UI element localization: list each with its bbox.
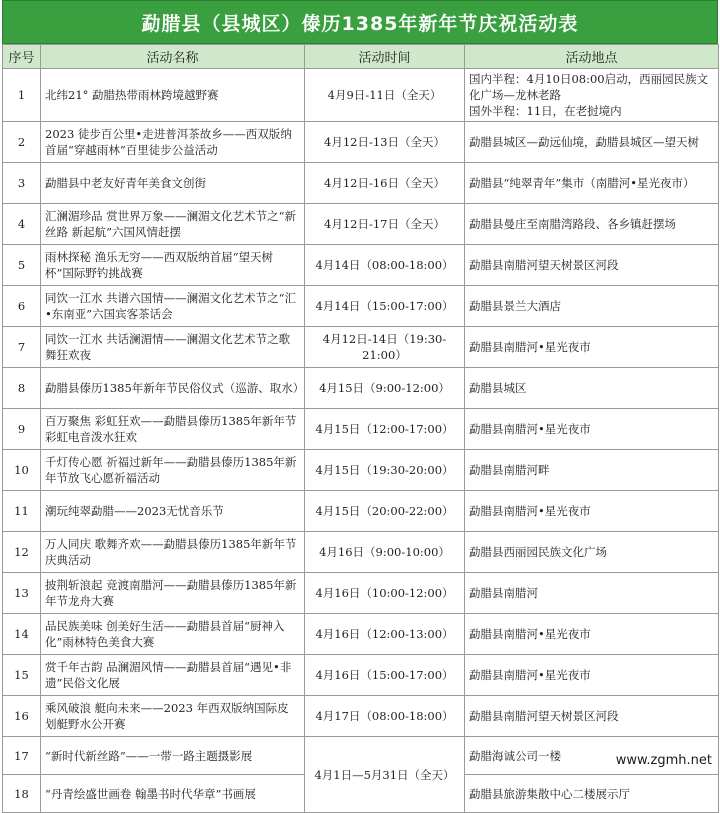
activity-place: 勐腊县南腊河•星光夜市 bbox=[465, 655, 719, 696]
activity-name: 雨林探秘 渔乐无穷——西双版纳首届“望天树杯”国际野钓挑战赛 bbox=[41, 245, 305, 286]
activity-name: 北纬21° 勐腊热带雨林跨境越野赛 bbox=[41, 69, 305, 122]
activity-name: “新时代新丝路”——一带一路主题摄影展 bbox=[41, 737, 305, 775]
header-name: 活动名称 bbox=[41, 45, 305, 69]
row-number: 16 bbox=[3, 696, 41, 737]
table-row bbox=[3, 450, 719, 491]
row-number: 17 bbox=[3, 737, 41, 775]
activity-time: 4月17日（08:00-18:00） bbox=[305, 696, 465, 737]
activity-place: 勐腊县南腊河•星光夜市 bbox=[465, 491, 719, 532]
table-row bbox=[3, 573, 719, 614]
activity-time: 4月14日（15:00-17:00） bbox=[305, 286, 465, 327]
activity-name: 汇澜湄珍品 赏世界万象——澜湄文化艺术节之“新丝路 新起航”六国风情赶摆 bbox=[41, 204, 305, 245]
activity-place: 勐腊县南腊河望天树景区河段 bbox=[465, 245, 719, 286]
row-number: 15 bbox=[3, 655, 41, 696]
table-row bbox=[3, 491, 719, 532]
activity-name: 同饮一江水 共谱六国情——澜湄文化艺术节之“汇•东南亚”六国宾客茶话会 bbox=[41, 286, 305, 327]
activity-name: “丹青绘盛世画卷 翰墨书时代华章”书画展 bbox=[41, 775, 305, 813]
activity-time: 4月16日（9:00-10:00） bbox=[305, 532, 465, 573]
table-row bbox=[3, 409, 719, 450]
row-number: 6 bbox=[3, 286, 41, 327]
watermark: www.zgmh.net bbox=[615, 753, 712, 768]
activity-place: 勐腊县南腊河•星光夜市 bbox=[465, 409, 719, 450]
table-row bbox=[3, 204, 719, 245]
activity-time: 4月16日（10:00-12:00） bbox=[305, 573, 465, 614]
row-number: 11 bbox=[3, 491, 41, 532]
table-row bbox=[3, 286, 719, 327]
activity-time: 4月9日-11日（全天） bbox=[305, 69, 465, 122]
table-row bbox=[3, 696, 719, 737]
activity-time: 4月15日（9:00-12:00） bbox=[305, 368, 465, 409]
activity-name: 赏千年古韵 品澜湄风情——勐腊县首届“遇见•非遗”民俗文化展 bbox=[41, 655, 305, 696]
activity-place: 勐腊县南腊河•星光夜市 bbox=[465, 327, 719, 368]
activity-place: 勐腊县城区—勐远仙境，勐腊县城区—望天树 bbox=[465, 122, 719, 163]
activity-name: 千灯传心愿 祈福过新年——勐腊县傣历1385年新年节放飞心愿祈福活动 bbox=[41, 450, 305, 491]
activity-time: 4月15日（12:00-17:00） bbox=[305, 409, 465, 450]
table-row bbox=[3, 614, 719, 655]
table-row bbox=[3, 327, 719, 368]
row-number: 8 bbox=[3, 368, 41, 409]
schedule-sheet bbox=[2, 0, 718, 813]
place-line: 国外半程：11日，在老挝境内 bbox=[469, 104, 622, 118]
activity-name: 2023 徒步百公里•走进普洱茶故乡——西双版纳首届“穿越雨林”百里徒步公益活动 bbox=[41, 122, 305, 163]
activity-place bbox=[465, 69, 719, 122]
row-number: 4 bbox=[3, 204, 41, 245]
table-title: 勐腊县（县城区）傣历1385年新年节庆祝活动表 bbox=[2, 0, 718, 44]
activity-place: 勐腊县西丽园民族文化广场 bbox=[465, 532, 719, 573]
activity-place: 勐腊县景兰大酒店 bbox=[465, 286, 719, 327]
row-number: 13 bbox=[3, 573, 41, 614]
table-row bbox=[3, 532, 719, 573]
header-row bbox=[3, 45, 719, 69]
activity-time: 4月14日（08:00-18:00） bbox=[305, 245, 465, 286]
table-row bbox=[3, 69, 719, 122]
activity-time: 4月12日-16日（全天） bbox=[305, 163, 465, 204]
activity-place: 勐腊县南腊河 bbox=[465, 573, 719, 614]
activity-time: 4月12日-14日（19:30-21:00） bbox=[305, 327, 465, 368]
header-no: 序号 bbox=[3, 45, 41, 69]
row-number: 1 bbox=[3, 69, 41, 122]
row-number: 18 bbox=[3, 775, 41, 813]
activity-time: 4月16日（12:00-13:00） bbox=[305, 614, 465, 655]
activity-name: 勐腊县傣历1385年新年节民俗仪式（巡游、取水） bbox=[41, 368, 305, 409]
activity-time: 4月16日（15:00-17:00） bbox=[305, 655, 465, 696]
activity-name: 品民族美味 创美好生活——勐腊县首届“厨神入化”雨林特色美食大赛 bbox=[41, 614, 305, 655]
activity-name: 乘风破浪 艇向未来——2023 年西双版纳国际皮划艇野水公开赛 bbox=[41, 696, 305, 737]
row-number: 12 bbox=[3, 532, 41, 573]
activity-name: 披荆斩浪起 竞渡南腊河——勐腊县傣历1385年新年节龙舟大赛 bbox=[41, 573, 305, 614]
activity-place: 勐腊县城区 bbox=[465, 368, 719, 409]
activity-name: 万人同庆 歌舞齐欢——勐腊县傣历1385年新年节庆典活动 bbox=[41, 532, 305, 573]
activity-place: 勐腊县旅游集散中心二楼展示厅 bbox=[465, 775, 719, 813]
schedule-table bbox=[2, 44, 719, 813]
row-number: 14 bbox=[3, 614, 41, 655]
row-number: 9 bbox=[3, 409, 41, 450]
activity-time: 4月12日-17日（全天） bbox=[305, 204, 465, 245]
activity-name: 百万聚焦 彩虹狂欢——勐腊县傣历1385年新年节彩虹电音泼水狂欢 bbox=[41, 409, 305, 450]
activity-place: 勐腊县南腊河望天树景区河段 bbox=[465, 696, 719, 737]
activity-name: 同饮一江水 共话澜湄情——澜湄文化艺术节之歌舞狂欢夜 bbox=[41, 327, 305, 368]
activity-time: 4月15日（19:30-20:00） bbox=[305, 450, 465, 491]
activity-place: 勐腊县南腊河畔 bbox=[465, 450, 719, 491]
activity-name: 潮玩纯翠勐腊——2023无忧音乐节 bbox=[41, 491, 305, 532]
activity-place: 勐腊县“纯翠青年”集市（南腊河•星光夜市） bbox=[465, 163, 719, 204]
table-row bbox=[3, 163, 719, 204]
header-time: 活动时间 bbox=[305, 45, 465, 69]
activity-place: 勐腊县南腊河•星光夜市 bbox=[465, 614, 719, 655]
row-number: 3 bbox=[3, 163, 41, 204]
place-line: 国内半程：4月10日08:00启动，西丽园民族文化广场—龙林老路 bbox=[469, 72, 709, 102]
table-row bbox=[3, 245, 719, 286]
activity-time: 4月12日-13日（全天） bbox=[305, 122, 465, 163]
activity-place: 勐腊海诚公司一楼 bbox=[465, 737, 719, 775]
row-number: 2 bbox=[3, 122, 41, 163]
header-place: 活动地点 bbox=[465, 45, 719, 69]
table-row bbox=[3, 122, 719, 163]
table-row bbox=[3, 368, 719, 409]
row-number: 10 bbox=[3, 450, 41, 491]
activity-time: 4月1日—5月31日（全天） bbox=[305, 737, 465, 813]
table-row bbox=[3, 737, 719, 775]
row-number: 5 bbox=[3, 245, 41, 286]
activity-place: 勐腊县曼庄至南腊湾路段、各乡镇赶摆场 bbox=[465, 204, 719, 245]
activity-name: 勐腊县中老友好青年美食文创街 bbox=[41, 163, 305, 204]
row-number: 7 bbox=[3, 327, 41, 368]
table-row bbox=[3, 655, 719, 696]
activity-time: 4月15日（20:00-22:00） bbox=[305, 491, 465, 532]
